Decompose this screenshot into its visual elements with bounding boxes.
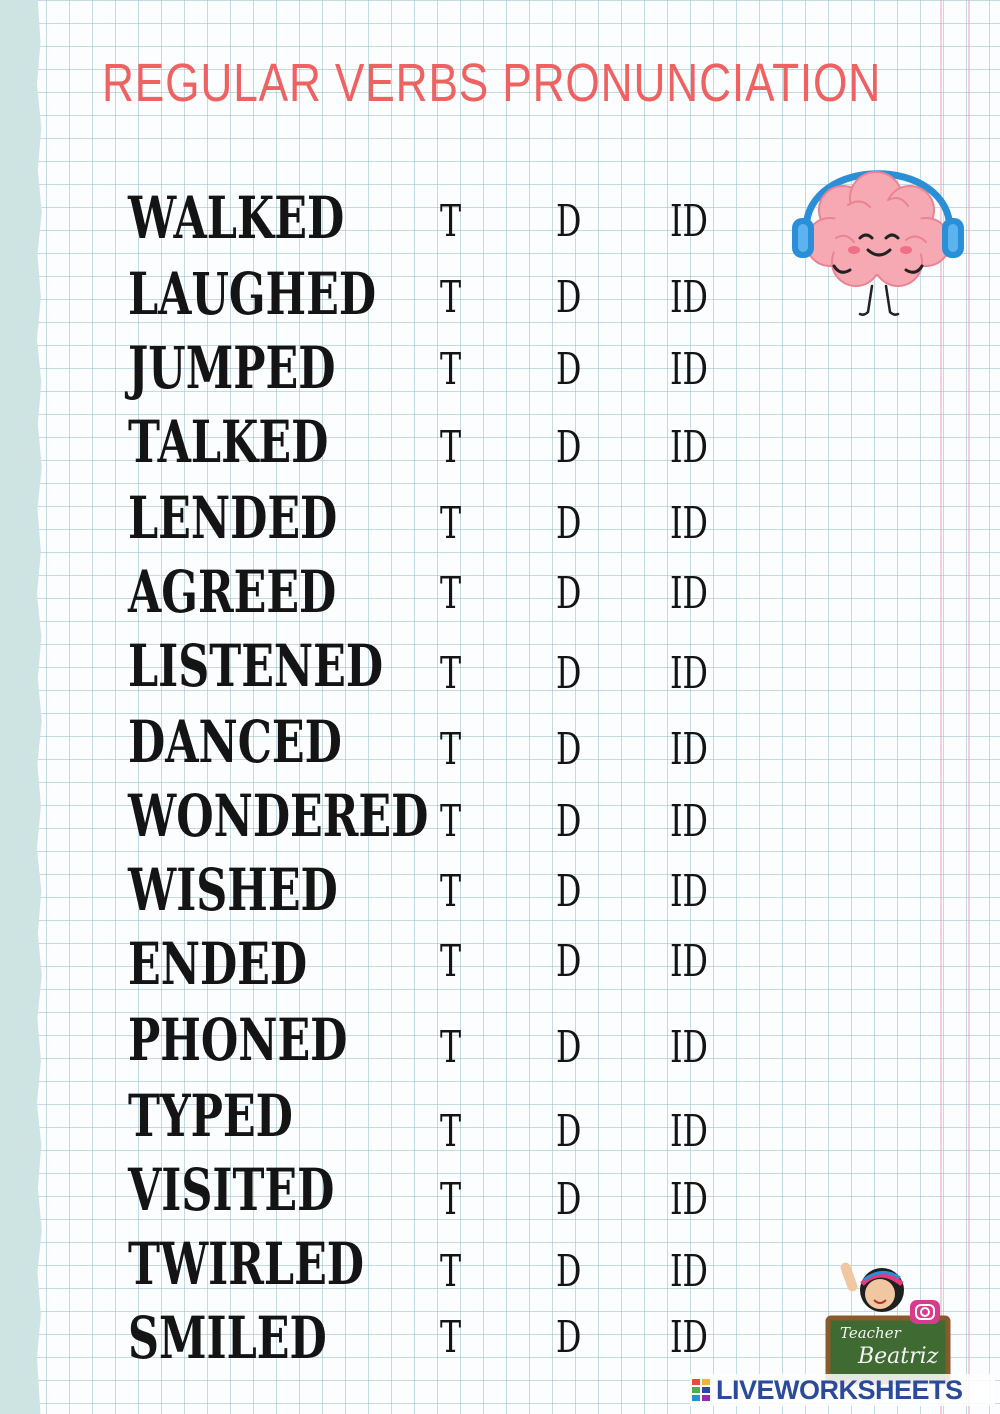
verb-word: SMILED bbox=[128, 1304, 327, 1372]
verb-word: WISHED bbox=[128, 856, 338, 924]
verb-row bbox=[0, 410, 1000, 474]
verb-word: WONDERED bbox=[128, 782, 429, 850]
verb-row bbox=[0, 486, 1000, 550]
option-id[interactable]: ID bbox=[670, 344, 708, 395]
option-d[interactable]: D bbox=[556, 648, 582, 699]
option-t[interactable]: T bbox=[440, 1106, 462, 1157]
option-t[interactable]: T bbox=[440, 196, 462, 247]
option-id[interactable]: ID bbox=[670, 498, 708, 549]
option-d[interactable]: D bbox=[556, 1174, 582, 1225]
liveworksheets-footer[interactable] bbox=[690, 1374, 995, 1406]
verb-row bbox=[0, 560, 1000, 624]
teacher-badge bbox=[822, 1258, 952, 1388]
option-id[interactable]: ID bbox=[670, 1106, 708, 1157]
verb-row bbox=[0, 634, 1000, 698]
option-d[interactable]: D bbox=[556, 344, 582, 395]
verb-word: LAUGHED bbox=[128, 260, 377, 328]
option-d[interactable]: D bbox=[556, 936, 582, 987]
option-t[interactable]: T bbox=[440, 272, 462, 323]
option-t[interactable]: T bbox=[440, 936, 462, 987]
verb-row bbox=[0, 336, 1000, 400]
option-id[interactable]: ID bbox=[670, 272, 708, 323]
option-d[interactable]: D bbox=[556, 272, 582, 323]
option-t[interactable]: T bbox=[440, 648, 462, 699]
verb-row bbox=[0, 784, 1000, 848]
option-t[interactable]: T bbox=[440, 422, 462, 473]
option-id[interactable]: ID bbox=[670, 724, 708, 775]
verb-word: VISITED bbox=[128, 1156, 335, 1224]
liveworksheets-logo-icon bbox=[690, 1377, 712, 1403]
option-t[interactable]: T bbox=[440, 724, 462, 775]
option-d[interactable]: D bbox=[556, 422, 582, 473]
verb-row bbox=[0, 1008, 1000, 1072]
verb-word: TYPED bbox=[128, 1082, 293, 1150]
option-id[interactable]: ID bbox=[670, 196, 708, 247]
verb-row bbox=[0, 710, 1000, 774]
liveworksheets-brand: LIVEWORKSHEETS bbox=[716, 1374, 963, 1405]
option-id[interactable]: ID bbox=[670, 422, 708, 473]
option-d[interactable]: D bbox=[556, 1106, 582, 1157]
option-id[interactable]: ID bbox=[670, 1246, 708, 1297]
option-d[interactable]: D bbox=[556, 1312, 582, 1363]
option-id[interactable]: ID bbox=[670, 1312, 708, 1363]
option-d[interactable]: D bbox=[556, 498, 582, 549]
verb-word: ENDED bbox=[128, 930, 308, 998]
verb-word: WALKED bbox=[128, 184, 345, 252]
option-d[interactable]: D bbox=[556, 724, 582, 775]
option-id[interactable]: ID bbox=[670, 568, 708, 619]
verb-word: PHONED bbox=[128, 1006, 348, 1074]
verb-word: LISTENED bbox=[128, 632, 384, 700]
option-id[interactable]: ID bbox=[670, 1022, 708, 1073]
option-d[interactable]: D bbox=[556, 1022, 582, 1073]
option-t[interactable]: T bbox=[440, 344, 462, 395]
option-t[interactable]: T bbox=[440, 1246, 462, 1297]
option-t[interactable]: T bbox=[440, 1312, 462, 1363]
option-t[interactable]: T bbox=[440, 866, 462, 917]
option-d[interactable]: D bbox=[556, 568, 582, 619]
verb-row bbox=[0, 932, 1000, 996]
verb-row bbox=[0, 1082, 1000, 1157]
option-t[interactable]: T bbox=[440, 796, 462, 847]
option-t[interactable]: T bbox=[440, 1022, 462, 1073]
verb-word: LENDED bbox=[128, 484, 338, 552]
verb-word: DANCED bbox=[128, 708, 342, 776]
option-d[interactable]: D bbox=[556, 196, 582, 247]
option-id[interactable]: ID bbox=[670, 936, 708, 987]
badge-label: Teacher bbox=[840, 1324, 901, 1342]
option-t[interactable]: T bbox=[440, 498, 462, 549]
option-d[interactable]: D bbox=[556, 866, 582, 917]
brain-with-headphones-icon bbox=[788, 150, 968, 320]
badge-name: Beatriz bbox=[858, 1344, 939, 1369]
option-id[interactable]: ID bbox=[670, 866, 708, 917]
verb-word: TWIRLED bbox=[128, 1230, 365, 1298]
page-title: REGULAR VERBS PRONUNCIATION bbox=[102, 53, 882, 113]
option-id[interactable]: ID bbox=[670, 648, 708, 699]
option-t[interactable]: T bbox=[440, 568, 462, 619]
verb-row bbox=[0, 1156, 1000, 1225]
verb-word: AGREED bbox=[128, 558, 337, 626]
verb-word: JUMPED bbox=[128, 334, 336, 402]
verb-row bbox=[0, 858, 1000, 922]
option-t[interactable]: T bbox=[440, 1174, 462, 1225]
verb-word: TALKED bbox=[128, 408, 329, 476]
option-d[interactable]: D bbox=[556, 1246, 582, 1297]
option-id[interactable]: ID bbox=[670, 796, 708, 847]
option-d[interactable]: D bbox=[556, 796, 582, 847]
option-id[interactable]: ID bbox=[670, 1174, 708, 1225]
